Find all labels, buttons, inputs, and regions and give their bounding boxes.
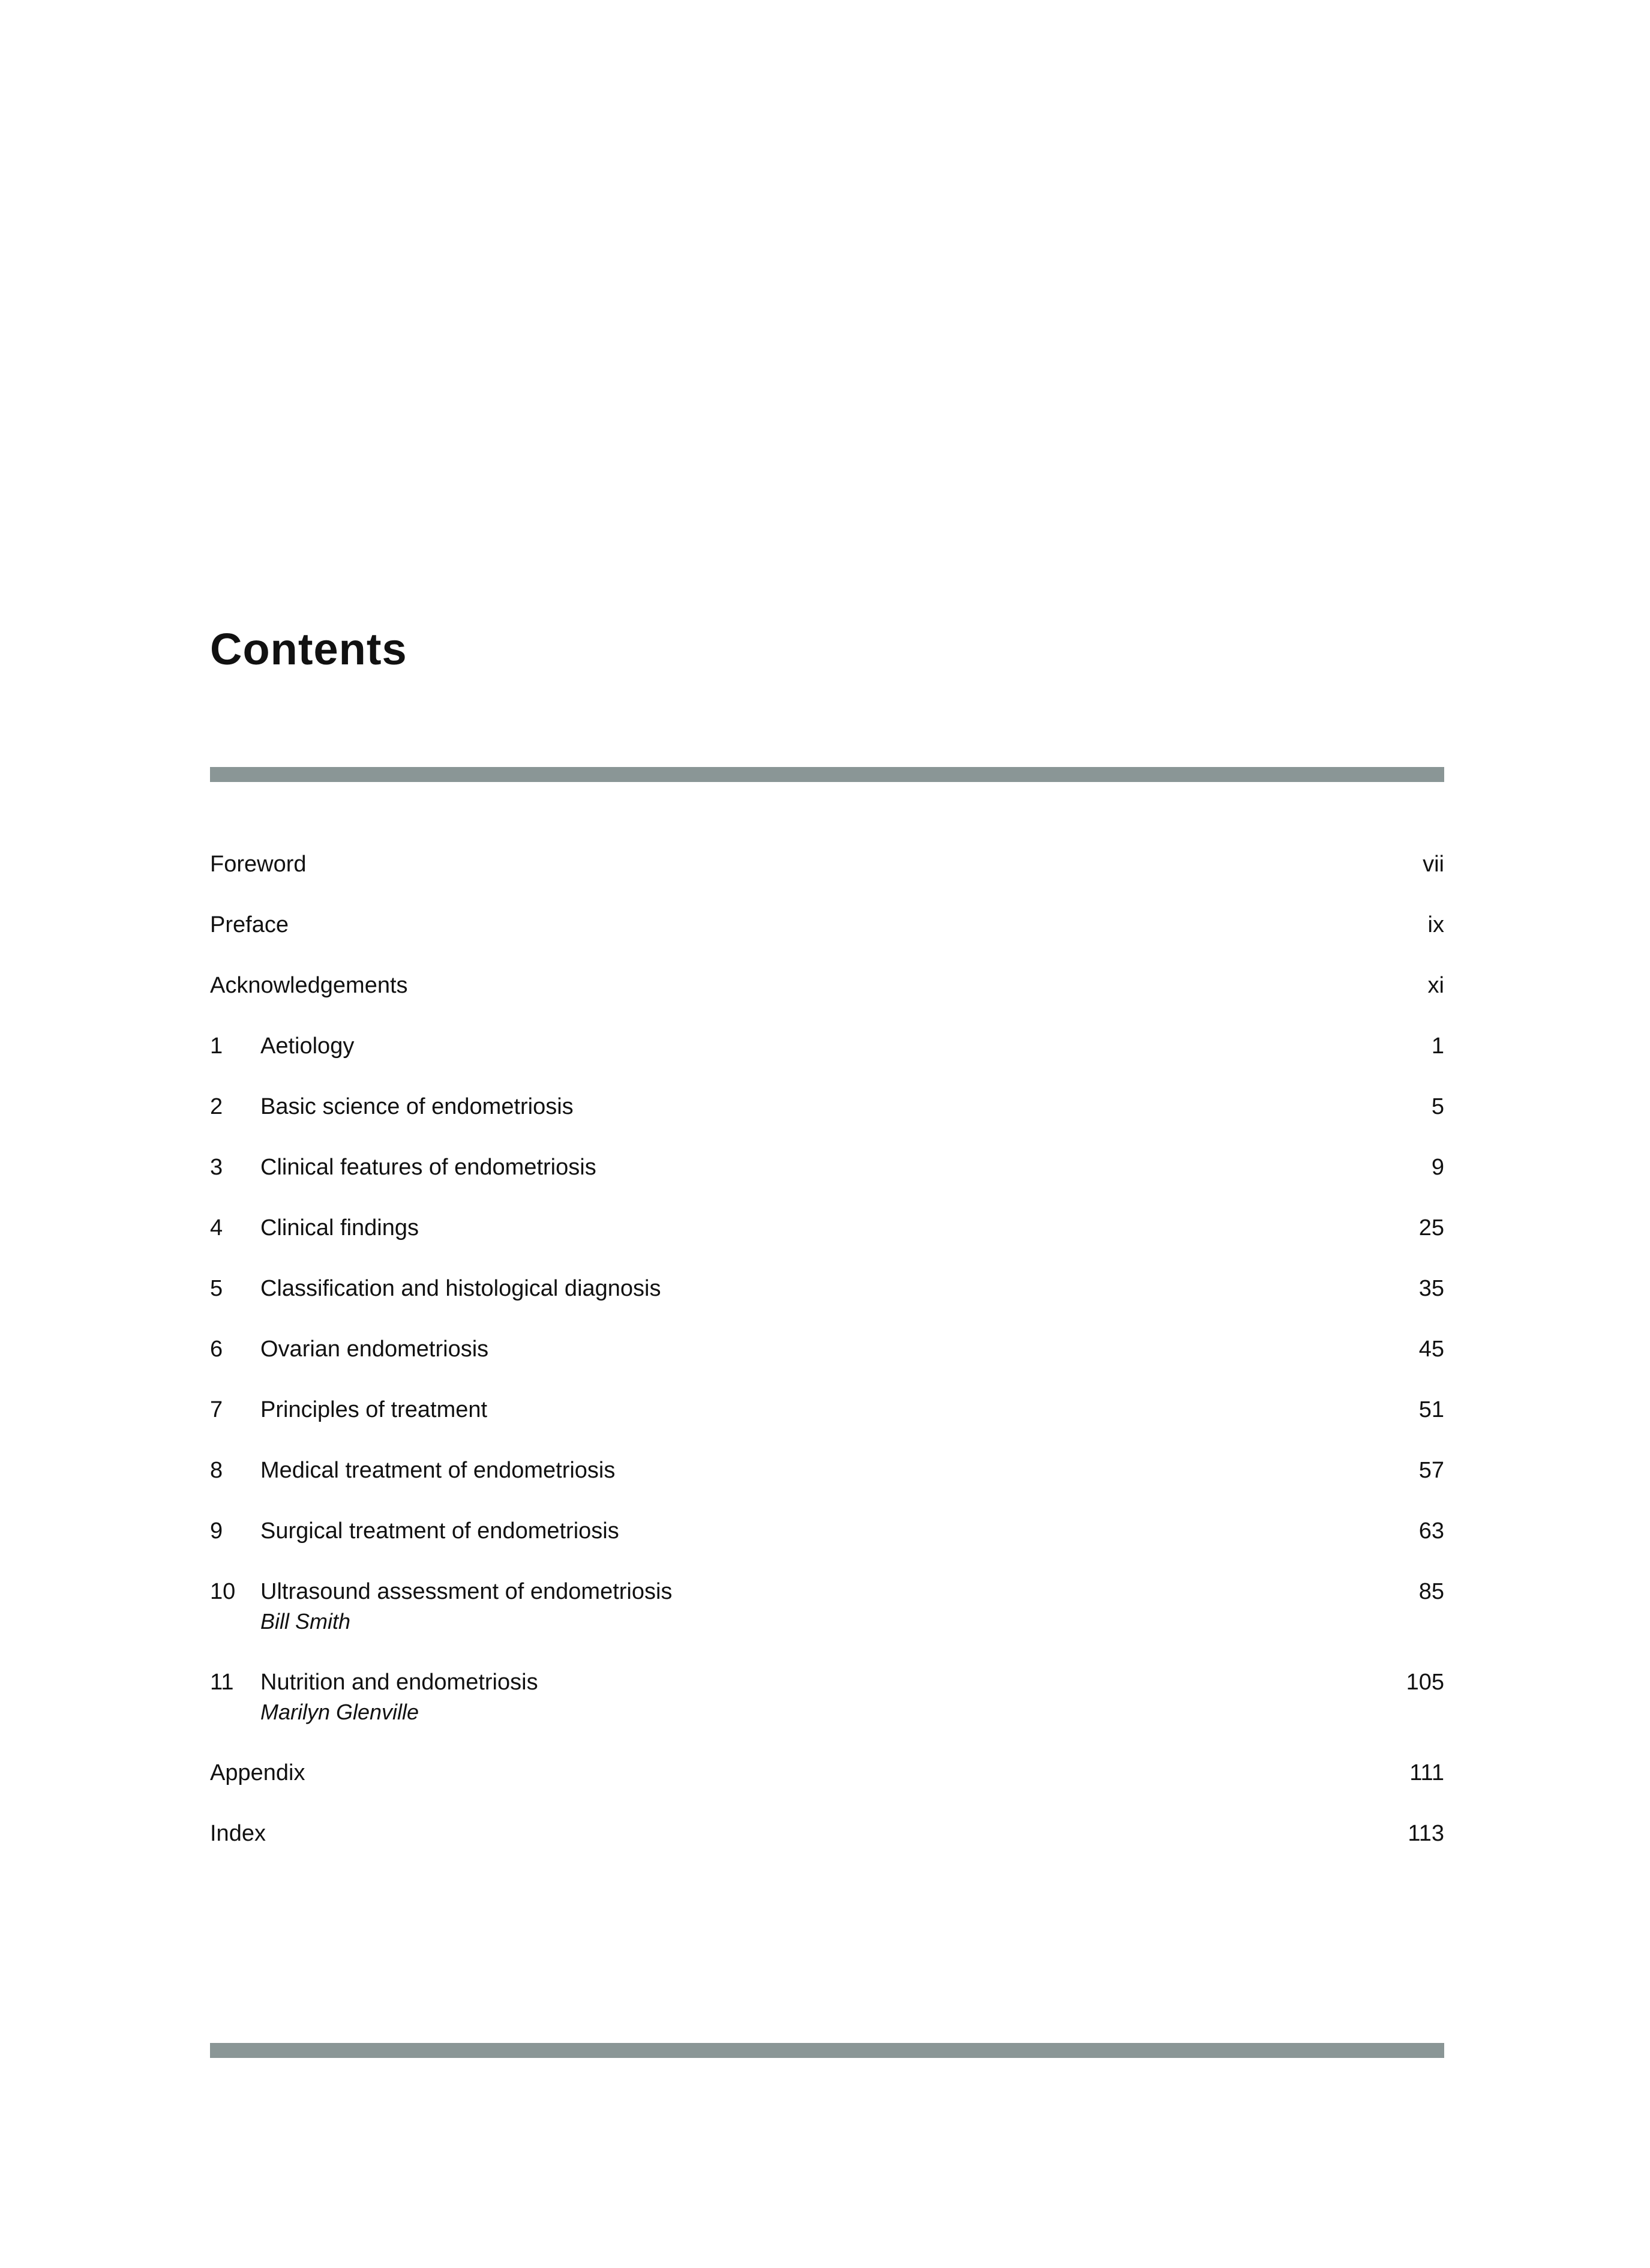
toc-entry-page: 113 [1408,1821,1444,1846]
toc-entry-page: 111 [1409,1760,1444,1785]
toc-entry-chapter-2[interactable] [210,1092,1444,1152]
toc-entry-title: Medical treatment of endometriosis [260,1458,616,1483]
chapter-number: 6 [210,1337,223,1362]
toc-entry-title: Acknowledgements [210,973,408,998]
chapter-number: 5 [210,1276,223,1301]
toc-entry-page: vii [1423,852,1444,877]
toc-entry-appendix[interactable] [210,1758,1444,1818]
chapter-author: Bill Smith [260,1609,351,1634]
toc-entry-preface[interactable] [210,910,1444,970]
toc-entry-page: xi [1427,973,1444,998]
table-of-contents [210,849,1444,1879]
top-divider [210,767,1444,782]
toc-entry-title: Clinical features of endometriosis [260,1155,596,1180]
toc-entry-chapter-10[interactable] [210,1577,1444,1667]
chapter-number: 4 [210,1215,223,1241]
toc-entry-page: ix [1427,912,1444,937]
toc-entry-chapter-8[interactable] [210,1455,1444,1516]
chapter-number: 7 [210,1397,223,1422]
toc-entry-title: Nutrition and endometriosis [260,1670,538,1695]
chapter-number: 9 [210,1518,223,1544]
page-title: Contents [210,624,407,674]
toc-entry-page: 51 [1418,1397,1444,1422]
toc-entry-title: Classification and histological diagnosis [260,1276,661,1301]
toc-entry-page: 105 [1406,1670,1444,1695]
toc-entry-title: Surgical treatment of endometriosis [260,1518,619,1544]
toc-entry-page: 45 [1418,1337,1444,1362]
toc-entry-title: Basic science of endometriosis [260,1094,574,1119]
toc-entry-page: 85 [1418,1579,1444,1604]
toc-entry-page: 5 [1431,1094,1444,1119]
toc-entry-title: Index [210,1821,266,1846]
chapter-number: 2 [210,1094,223,1119]
toc-entry-chapter-4[interactable] [210,1213,1444,1274]
toc-entry-chapter-6[interactable] [210,1334,1444,1395]
toc-entry-title: Ovarian endometriosis [260,1337,489,1362]
toc-entry-title: Clinical findings [260,1215,419,1241]
chapter-number: 11 [210,1670,234,1695]
toc-entry-title: Appendix [210,1760,305,1785]
toc-entry-title: Foreword [210,852,307,877]
chapter-number: 10 [210,1579,236,1604]
toc-entry-title: Ultrasound assessment of endometriosis [260,1579,673,1604]
toc-entry-page: 63 [1418,1518,1444,1544]
toc-entry-foreword[interactable] [210,849,1444,910]
toc-entry-page: 35 [1418,1276,1444,1301]
toc-entry-title: Aetiology [260,1033,355,1059]
toc-entry-page: 57 [1418,1458,1444,1483]
chapter-number: 8 [210,1458,223,1483]
toc-entry-title: Principles of treatment [260,1397,488,1422]
toc-entry-chapter-3[interactable] [210,1152,1444,1213]
chapter-number: 3 [210,1155,223,1180]
toc-entry-chapter-1[interactable] [210,1031,1444,1092]
toc-entry-page: 25 [1418,1215,1444,1241]
bottom-divider [210,2043,1444,2058]
toc-entry-chapter-9[interactable] [210,1516,1444,1577]
chapter-number: 1 [210,1033,223,1059]
toc-entry-chapter-5[interactable] [210,1274,1444,1334]
toc-entry-page: 1 [1431,1033,1444,1059]
toc-entry-index[interactable] [210,1818,1444,1879]
toc-entry-chapter-7[interactable] [210,1395,1444,1455]
toc-entry-title: Preface [210,912,289,937]
toc-entry-chapter-11[interactable] [210,1667,1444,1758]
toc-entry-page: 9 [1431,1155,1444,1180]
chapter-author: Marilyn Glenville [260,1700,419,1724]
toc-entry-acknowledgements[interactable] [210,970,1444,1031]
